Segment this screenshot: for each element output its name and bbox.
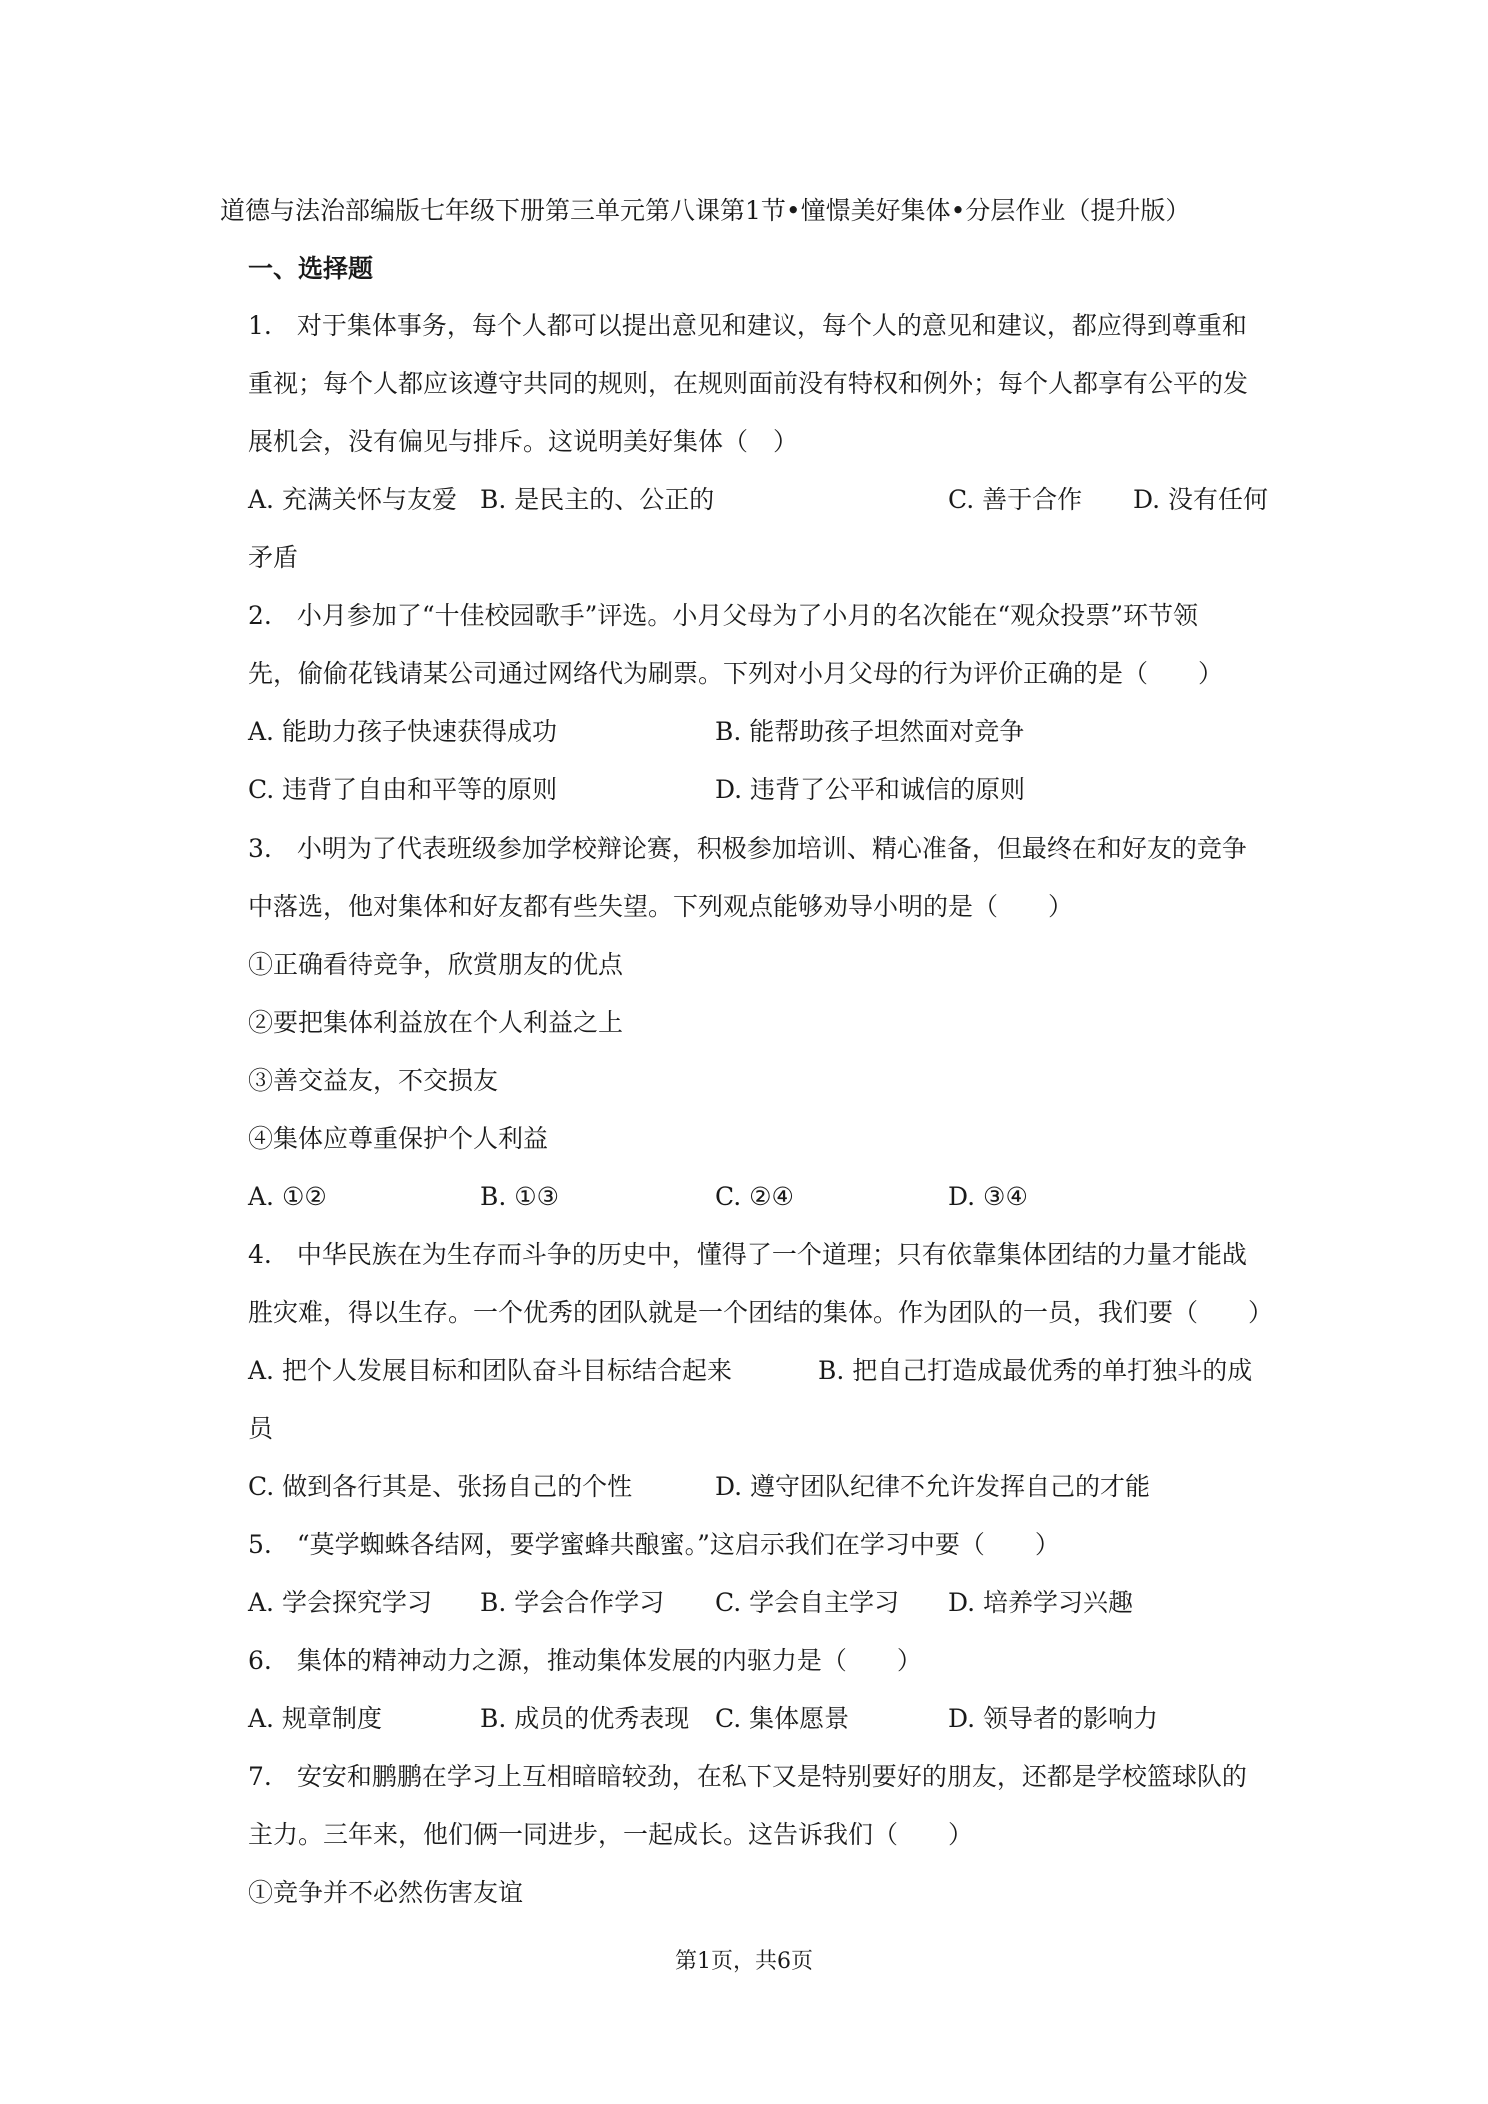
question-6-option-d: D. 领导者的影响力: [948, 1704, 1159, 1733]
question-3-option-a: A. ①②: [248, 1182, 327, 1211]
question-4-option-b: B. 把自己打造成最优秀的单打独斗的成: [818, 1356, 1253, 1385]
question-3-statement-1: ①正确看待竞争，欣赏朋友的优点: [248, 950, 624, 979]
question-7-statement-1: ①竞争并不必然伤害友谊: [248, 1878, 524, 1907]
question-7-line-2: 主力。三年来，他们俩一同进步，一起成长。这告诉我们（ ）: [248, 1820, 974, 1849]
question-6-option-b: B. 成员的优秀表现: [480, 1704, 690, 1733]
question-2-option-c: C. 违背了自由和平等的原则: [248, 775, 558, 804]
question-2-option-b: B. 能帮助孩子坦然面对竞争: [715, 717, 1025, 746]
question-1-option-a: A. 充满关怀与友爱: [248, 485, 457, 514]
question-5-option-a: A. 学会探究学习: [248, 1588, 432, 1617]
question-5-option-d: D. 培养学习兴趣: [948, 1588, 1134, 1617]
question-1-option-b: B. 是民主的、公正的: [480, 485, 715, 514]
question-2-option-d: D. 违背了公平和诚信的原则: [715, 775, 1026, 804]
question-5-option-b: B. 学会合作学习: [480, 1588, 665, 1617]
question-1-option-c: C. 善于合作: [948, 485, 1083, 514]
question-5-line-1: 5. “莫学蜘蛛各结网，要学蜜蜂共酿蜜。”这启示我们在学习中要（ ）: [248, 1530, 1060, 1559]
question-6-line-1: 6. 集体的精神动力之源，推动集体发展的内驱力是（ ）: [248, 1646, 922, 1675]
question-3-statement-4: ④集体应尊重保护个人利益: [248, 1124, 549, 1153]
question-3-option-b: B. ①③: [480, 1182, 560, 1211]
question-6-option-a: A. 规章制度: [248, 1704, 382, 1733]
question-1-line-3: 展机会，没有偏见与排斥。这说明美好集体（ ）: [248, 427, 799, 456]
question-4-line-1: 4. 中华民族在为生存而斗争的历史中，懂得了一个道理；只有依靠集体团结的力量才能战: [248, 1240, 1247, 1269]
question-1-option-d-continued: 矛盾: [248, 543, 299, 572]
question-1-line-2: 重视；每个人都应该遵守共同的规则，在规则面前没有特权和例外；每个人都享有公平的发: [248, 369, 1249, 398]
question-4-option-d: D. 遵守团队纪律不允许发挥自己的才能: [715, 1472, 1151, 1501]
question-1-line-1: 1. 对于集体事务，每个人都可以提出意见和建议，每个人的意见和建议，都应得到尊重和: [248, 311, 1247, 340]
question-6-option-c: C. 集体愿景: [715, 1704, 850, 1733]
page-footer: 第1页，共6页: [675, 1949, 813, 1974]
question-2-line-2: 先，偷偷花钱请某公司通过网络代为刷票。下列对小月父母的行为评价正确的是（ ）: [248, 659, 1224, 688]
question-5-option-c: C. 学会自主学习: [715, 1588, 900, 1617]
question-3-option-c: C. ②④: [715, 1182, 794, 1211]
question-3-option-d: D. ③④: [948, 1182, 1028, 1211]
question-4-line-2: 胜灾难，得以生存。一个优秀的团队就是一个团结的集体。作为团队的一员，我们要（ ）: [248, 1298, 1274, 1327]
question-3-statement-3: ③善交益友，不交损友: [248, 1066, 499, 1095]
question-4-option-a: A. 把个人发展目标和团队奋斗目标结合起来: [248, 1356, 732, 1385]
question-4-option-c: C. 做到各行其是、张扬自己的个性: [248, 1472, 633, 1501]
document-title: 道德与法治部编版七年级下册第三单元第八课第1节•憧憬美好集体•分层作业（提升版）: [220, 196, 1191, 225]
question-2-option-a: A. 能助力孩子快速获得成功: [248, 717, 557, 746]
section-heading: 一、选择题: [248, 254, 374, 283]
question-3-line-2: 中落选，他对集体和好友都有些失望。下列观点能够劝导小明的是（ ）: [248, 892, 1074, 921]
question-2-line-1: 2. 小月参加了“十佳校园歌手”评选。小月父母为了小月的名次能在“观众投票”环节领: [248, 601, 1198, 630]
question-7-line-1: 7. 安安和鹏鹏在学习上互相暗暗较劲，在私下又是特别要好的朋友，还都是学校篮球队的: [248, 1762, 1247, 1791]
question-3-line-1: 3. 小明为了代表班级参加学校辩论赛，积极参加培训、精心准备，但最终在和好友的竞争: [248, 834, 1247, 863]
question-4-option-b-continued: 员: [248, 1414, 274, 1443]
question-1-option-d: D. 没有任何: [1133, 485, 1269, 514]
question-3-statement-2: ②要把集体利益放在个人利益之上: [248, 1008, 624, 1037]
